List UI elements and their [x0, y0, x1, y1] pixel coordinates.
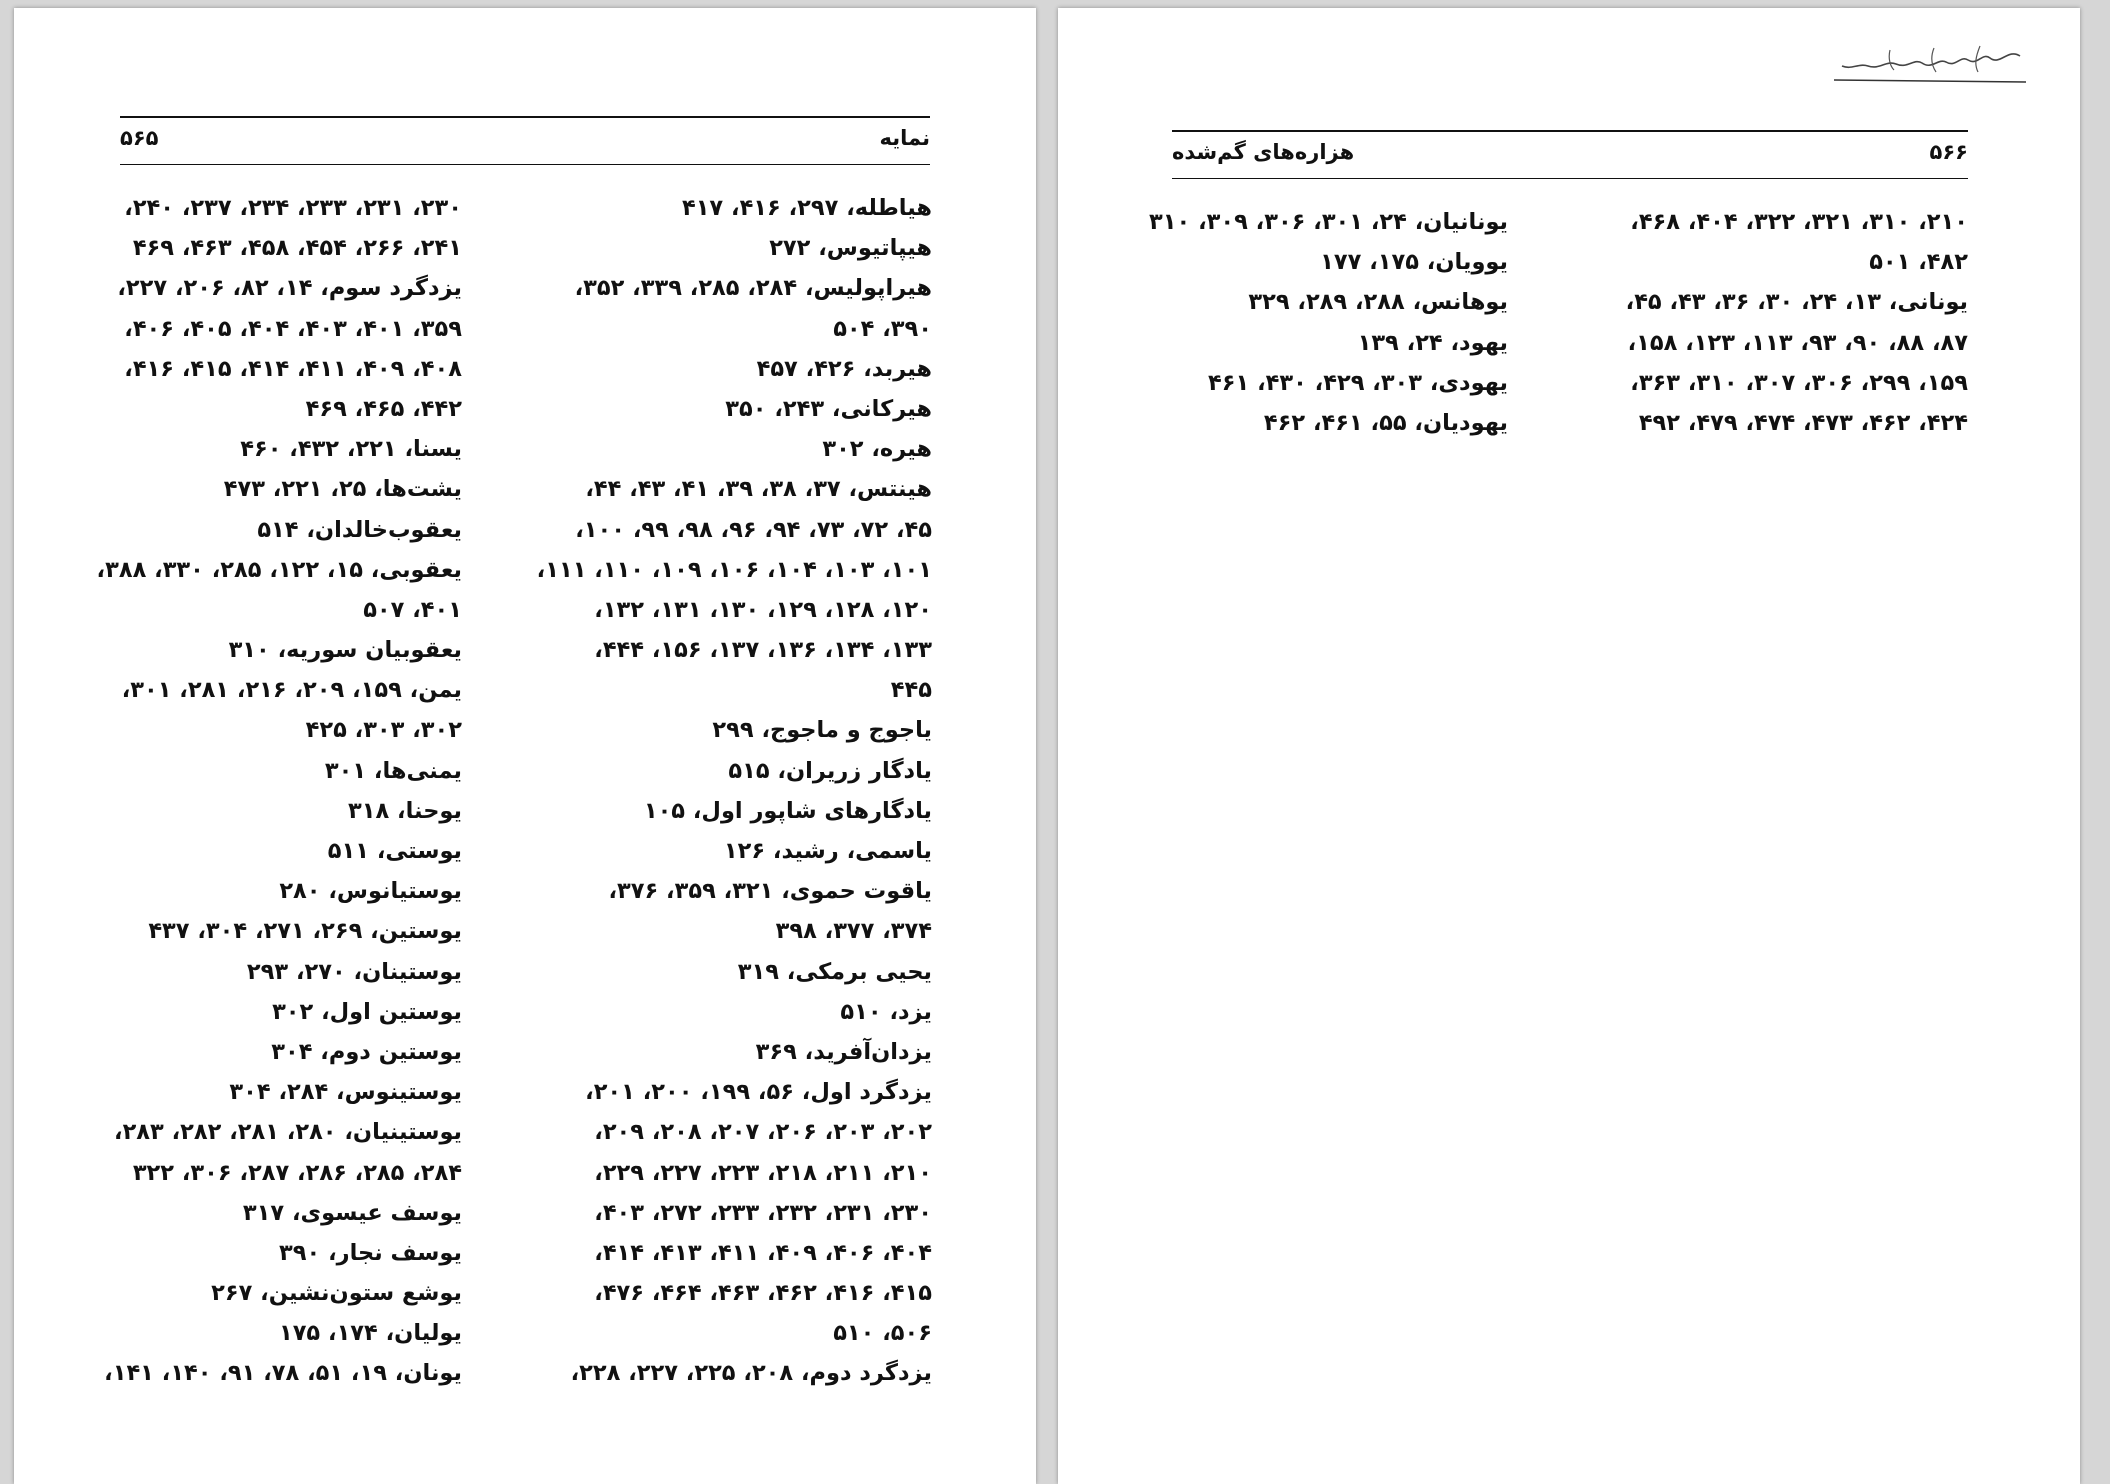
index-entry: یعقوب‌خالدان، ۵۱۴ [257, 516, 462, 543]
index-entry: یونان، ۱۹، ۵۱، ۷۸، ۹۱، ۱۴۰، ۱۴۱، [104, 1360, 462, 1387]
index-entry: ۴۲۴، ۴۶۲، ۴۷۳، ۴۷۴، ۴۷۹، ۴۹۲ [1638, 409, 1968, 436]
index-entry: یوستی، ۵۱۱ [327, 838, 462, 864]
page-number: ۵۶۵ [120, 126, 159, 150]
index-entry: یادگارهای شاپور اول، ۱۰۵ [643, 797, 932, 824]
index-entry: ۴۱۵، ۴۱۶، ۴۶۲، ۴۶۳، ۴۶۴، ۴۷۶، [594, 1280, 932, 1307]
index-entry: یوستینوس، ۲۸۴، ۳۰۴ [229, 1079, 462, 1106]
index-entry: هیاطله، ۲۹۷، ۴۱۶، ۴۱۷ [681, 195, 932, 221]
index-entry: یونانی، ۱۳، ۲۴، ۳۰، ۳۶، ۴۳، ۴۵، [1625, 289, 1968, 316]
running-header-title: هزاره‌های گم‌شده [1172, 140, 1355, 164]
index-entry: یاجوج و ماجوج، ۲۹۹ [712, 717, 932, 744]
index-entry: هیراپولیس، ۲۸۴، ۲۸۵، ۳۳۹، ۳۵۲، [574, 275, 932, 302]
index-entry: یوویان، ۱۷۵، ۱۷۷ [1320, 249, 1508, 276]
index-entry: یادگار زریران، ۵۱۵ [728, 757, 932, 784]
index-entry: یعقوبیان سوریه، ۳۱۰ [228, 637, 462, 664]
index-entry: ۴۸۲، ۵۰۱ [1869, 249, 1968, 276]
index-entry: یوستیانوس، ۲۸۰ [279, 878, 462, 905]
index-entry: یسنا، ۲۲۱، ۴۳۲، ۴۶۰ [240, 436, 462, 463]
index-entry: هیرکانی، ۲۴۳، ۳۵۰ [725, 395, 932, 422]
index-entry: ۵۰۶، ۵۱۰ [833, 1320, 932, 1347]
index-entry: یوستین دوم، ۳۰۴ [271, 1038, 462, 1065]
index-entry: هیربد، ۴۲۶، ۴۵۷ [756, 355, 932, 382]
page-number: ۵۶۶ [1929, 140, 1968, 164]
index-entry: یهودیان، ۵۵، ۴۶۱، ۴۶۲ [1263, 409, 1508, 436]
index-entry: یهود، ۲۴، ۱۳۹ [1357, 329, 1508, 356]
index-entry: ۱۵۹، ۲۹۹، ۳۰۶، ۳۰۷، ۳۱۰، ۳۶۳، [1630, 369, 1968, 396]
right-page [1058, 8, 2080, 1484]
index-entry: ۲۴۱، ۲۶۶، ۴۵۴، ۴۵۸، ۴۶۳، ۴۶۹ [132, 235, 462, 262]
header-bottom-rule [1172, 178, 1968, 179]
index-entry: ۴۰۴، ۴۰۶، ۴۰۹، ۴۱۱، ۴۱۳، ۴۱۴، [594, 1239, 932, 1266]
index-entry: یزدگرد سوم، ۱۴، ۸۲، ۲۰۶، ۲۲۷، [117, 275, 462, 302]
index-column-right [536, 188, 932, 1394]
index-entry: یوستینیان، ۲۸۰، ۲۸۱، ۲۸۲، ۲۸۳، [114, 1119, 462, 1146]
header-bottom-rule [120, 164, 930, 165]
index-entry: یعقوبی، ۱۵، ۱۲۲، ۲۸۵، ۳۳۰، ۳۸۸، [96, 556, 462, 583]
index-entry: یحیی برمکی، ۳۱۹ [737, 958, 932, 985]
index-entry: ۴۴۵ [890, 677, 932, 704]
index-entry: ۲۸۴، ۲۸۵، ۲۸۶، ۲۸۷، ۳۰۶، ۳۲۲ [132, 1159, 462, 1186]
index-entry: ۳۹۰، ۵۰۴ [833, 315, 932, 342]
header-top-rule [120, 116, 930, 118]
left-page [14, 8, 1036, 1484]
signature-icon [1830, 36, 2030, 88]
index-entry: یوسف نجار، ۳۹۰ [279, 1239, 462, 1266]
index-entry: ۱۲۰، ۱۲۸، ۱۲۹، ۱۳۰، ۱۳۱، ۱۳۲، [594, 596, 932, 623]
index-entry: ۳۷۴، ۳۷۷، ۳۹۸ [775, 918, 932, 945]
index-entry: ۴۴۲، ۴۶۵، ۴۶۹ [305, 395, 462, 422]
index-entry: ۴۵، ۷۲، ۷۳، ۹۴، ۹۶، ۹۸، ۹۹، ۱۰۰، [575, 516, 932, 543]
index-entry: ۸۷، ۸۸، ۹۰، ۹۳، ۱۱۳، ۱۲۳، ۱۵۸، [1627, 329, 1968, 356]
index-entry: ۴۰۱، ۵۰۷ [363, 596, 462, 623]
index-entry: یزدگرد دوم، ۲۰۸، ۲۲۵، ۲۲۷، ۲۲۸، [570, 1360, 932, 1387]
index-column-right [1598, 202, 1968, 443]
index-entry: یوحنا، ۳۱۸ [348, 797, 462, 824]
index-entry: ۲۱۰، ۲۱۱، ۲۱۸، ۲۲۳، ۲۲۷، ۲۲۹، [594, 1159, 932, 1186]
index-entry: ۲۱۰، ۳۱۰، ۳۲۱، ۳۲۲، ۴۰۴، ۴۶۸، [1630, 209, 1968, 235]
index-entry: ۴۰۸، ۴۰۹، ۴۱۱، ۴۱۴، ۴۱۵، ۴۱۶، [124, 355, 462, 382]
index-entry: یهودی، ۳۰۳، ۴۲۹، ۴۳۰، ۴۶۱ [1208, 369, 1508, 396]
index-entry: هیره، ۳۰۲ [822, 436, 932, 463]
header-top-rule [1172, 130, 1968, 132]
index-entry: یوشع ستون‌نشین، ۲۶۷ [211, 1280, 462, 1307]
index-entry: یمن، ۱۵۹، ۲۰۹، ۲۱۶، ۲۸۱، ۳۰۱، [121, 677, 462, 704]
running-header-title: نمایه [879, 126, 930, 150]
index-entry: ۳۰۲، ۳۰۳، ۴۲۵ [305, 717, 462, 744]
index-entry: ۱۰۱، ۱۰۳، ۱۰۴، ۱۰۶، ۱۰۹، ۱۱۰، ۱۱۱، [536, 556, 932, 583]
index-entry: یاسمی، رشید، ۱۲۶ [723, 838, 932, 864]
index-entry: یولیان، ۱۷۴، ۱۷۵ [278, 1320, 462, 1347]
index-entry: یوستین، ۲۶۹، ۲۷۱، ۳۰۴، ۴۳۷ [148, 918, 462, 945]
index-column-left [1149, 202, 1508, 443]
index-entry: یوستین اول، ۳۰۲ [272, 998, 462, 1025]
index-entry: ۲۰۲، ۲۰۳، ۲۰۶، ۲۰۷، ۲۰۸، ۲۰۹، [594, 1119, 932, 1146]
index-entry: یاقوت حموی، ۳۲۱، ۳۵۹، ۳۷۶، [608, 878, 932, 905]
index-entry: ۱۳۳، ۱۳۴، ۱۳۶، ۱۳۷، ۱۵۶، ۴۴۴، [594, 637, 932, 664]
index-entry: یزدان‌آفرید، ۳۶۹ [755, 1038, 932, 1065]
index-entry: یونانیان، ۲۴، ۳۰۱، ۳۰۶، ۳۰۹، ۳۱۰ [1149, 209, 1508, 235]
index-entry: هیپاتیوس، ۲۷۲ [769, 235, 932, 262]
index-entry: یوهانس، ۲۸۸، ۲۸۹، ۳۲۹ [1248, 289, 1508, 316]
index-entry: یوستینان، ۲۷۰، ۲۹۳ [246, 958, 462, 985]
index-entry: یزدگرد اول، ۵۶، ۱۹۹، ۲۰۰، ۲۰۱، [585, 1079, 932, 1106]
index-entry: یشت‌ها، ۲۵، ۲۲۱، ۴۷۳ [223, 476, 462, 503]
index-entry: هینتس، ۳۷، ۳۸، ۳۹، ۴۱، ۴۳، ۴۴، [585, 476, 932, 503]
index-entry: یمنی‌ها، ۳۰۱ [324, 757, 462, 784]
index-entry: ۳۵۹، ۴۰۱، ۴۰۳، ۴۰۴، ۴۰۵، ۴۰۶، [124, 315, 462, 342]
index-entry: یوسف عیسوی، ۳۱۷ [242, 1199, 462, 1226]
index-entry: ۲۳۰، ۲۳۱، ۲۳۳، ۲۳۴، ۲۳۷، ۲۴۰، [124, 195, 462, 221]
index-entry: یزد، ۵۱۰ [840, 998, 932, 1025]
index-column-left [96, 188, 462, 1394]
index-entry: ۲۳۰، ۲۳۱، ۲۳۲، ۲۳۳، ۲۷۲، ۴۰۳، [594, 1199, 932, 1226]
